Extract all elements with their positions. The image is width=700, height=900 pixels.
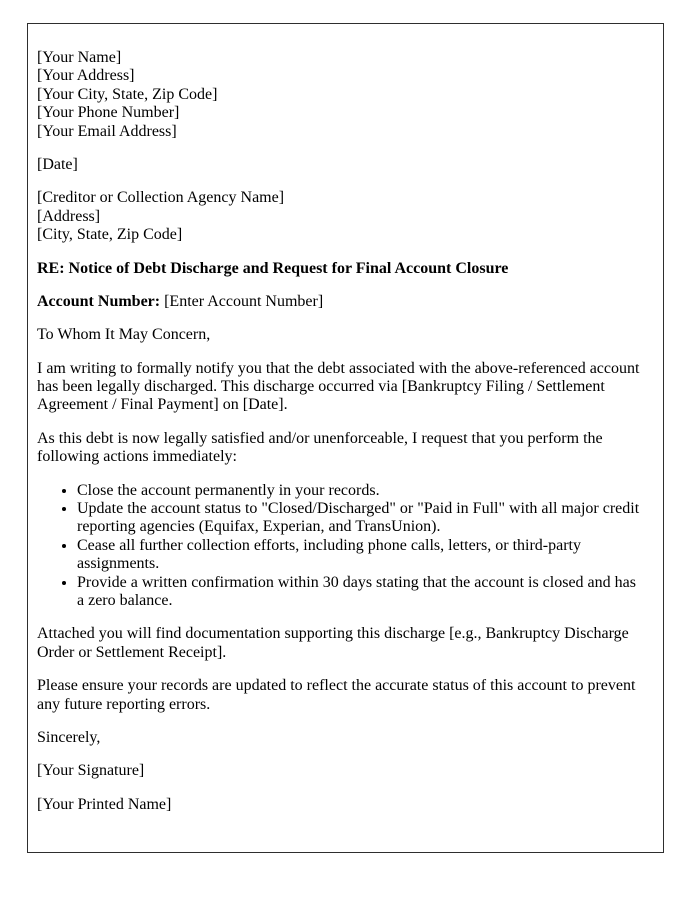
recipient-address: [Address] — [37, 207, 101, 225]
account-number-line — [37, 293, 645, 311]
sign-off-line: Sincerely, — [37, 728, 101, 746]
recipient-address-block — [37, 189, 645, 244]
date-line: [Date] — [37, 155, 78, 173]
list-item-close-account: • Close the account permanently in your records. — [77, 482, 645, 500]
account-number-value: [Enter Account Number] — [164, 292, 324, 310]
recipient-city-state-zip: [City, State, Zip Code] — [37, 226, 183, 244]
paragraph-intro: I am writing to formally notify you that the debt associated with the above-referenced account has been legally discharged. This discharge occurred via [Bankruptcy Filing / Settlement Agreement / Final Payment] on [Date]. — [37, 359, 640, 414]
sender-phone: [Your Phone Number] — [37, 104, 180, 122]
letter-page — [27, 23, 664, 853]
paragraph-attachment: Attached you will find documentation supporting this discharge [e.g., Bankruptcy Discharge Order or Settlement Receipt]. — [37, 625, 629, 661]
paragraph-closing-request: Please ensure your records are updated to reflect the accurate status of this account to prevent any future reporting errors. — [37, 677, 636, 713]
account-number-label: Account Number: — [37, 292, 161, 310]
paragraph-request: As this debt is now legally satisfied and/or unenforceable, I request that you perform the following actions immediately: — [37, 429, 603, 466]
requested-actions-list — [37, 482, 645, 611]
sender-address-block — [37, 49, 645, 141]
salutation-line: To Whom It May Concern, — [37, 326, 211, 344]
sender-address: [Your Address] — [37, 67, 135, 85]
recipient-name: [Creditor or Collection Agency Name] — [37, 189, 285, 207]
list-item-written-confirmation: • Provide a written confirmation within 30 days stating that the account is closed and has a zero balance. — [77, 574, 645, 611]
sender-name: [Your Name] — [37, 49, 122, 66]
list-item-cease-collection: • Cease all further collection efforts, including phone calls, letters, or third-party assignments. — [77, 537, 645, 574]
sender-email: [Your Email Address] — [37, 122, 177, 140]
list-item-update-status: • Update the account status to "Closed/Discharged" or "Paid in Full" with all major credit reporting agencies (Equifax, Experian, and TransUnion). — [77, 500, 645, 537]
signature-placeholder: [Your Signature] — [37, 762, 145, 780]
subject-line: RE: Notice of Debt Discharge and Request for Final Account Closure — [37, 259, 509, 277]
letter-clip-region — [27, 23, 664, 813]
sender-city-state-zip: [Your City, State, Zip Code] — [37, 85, 218, 103]
printed-name-placeholder: [Your Printed Name] — [37, 795, 172, 813]
